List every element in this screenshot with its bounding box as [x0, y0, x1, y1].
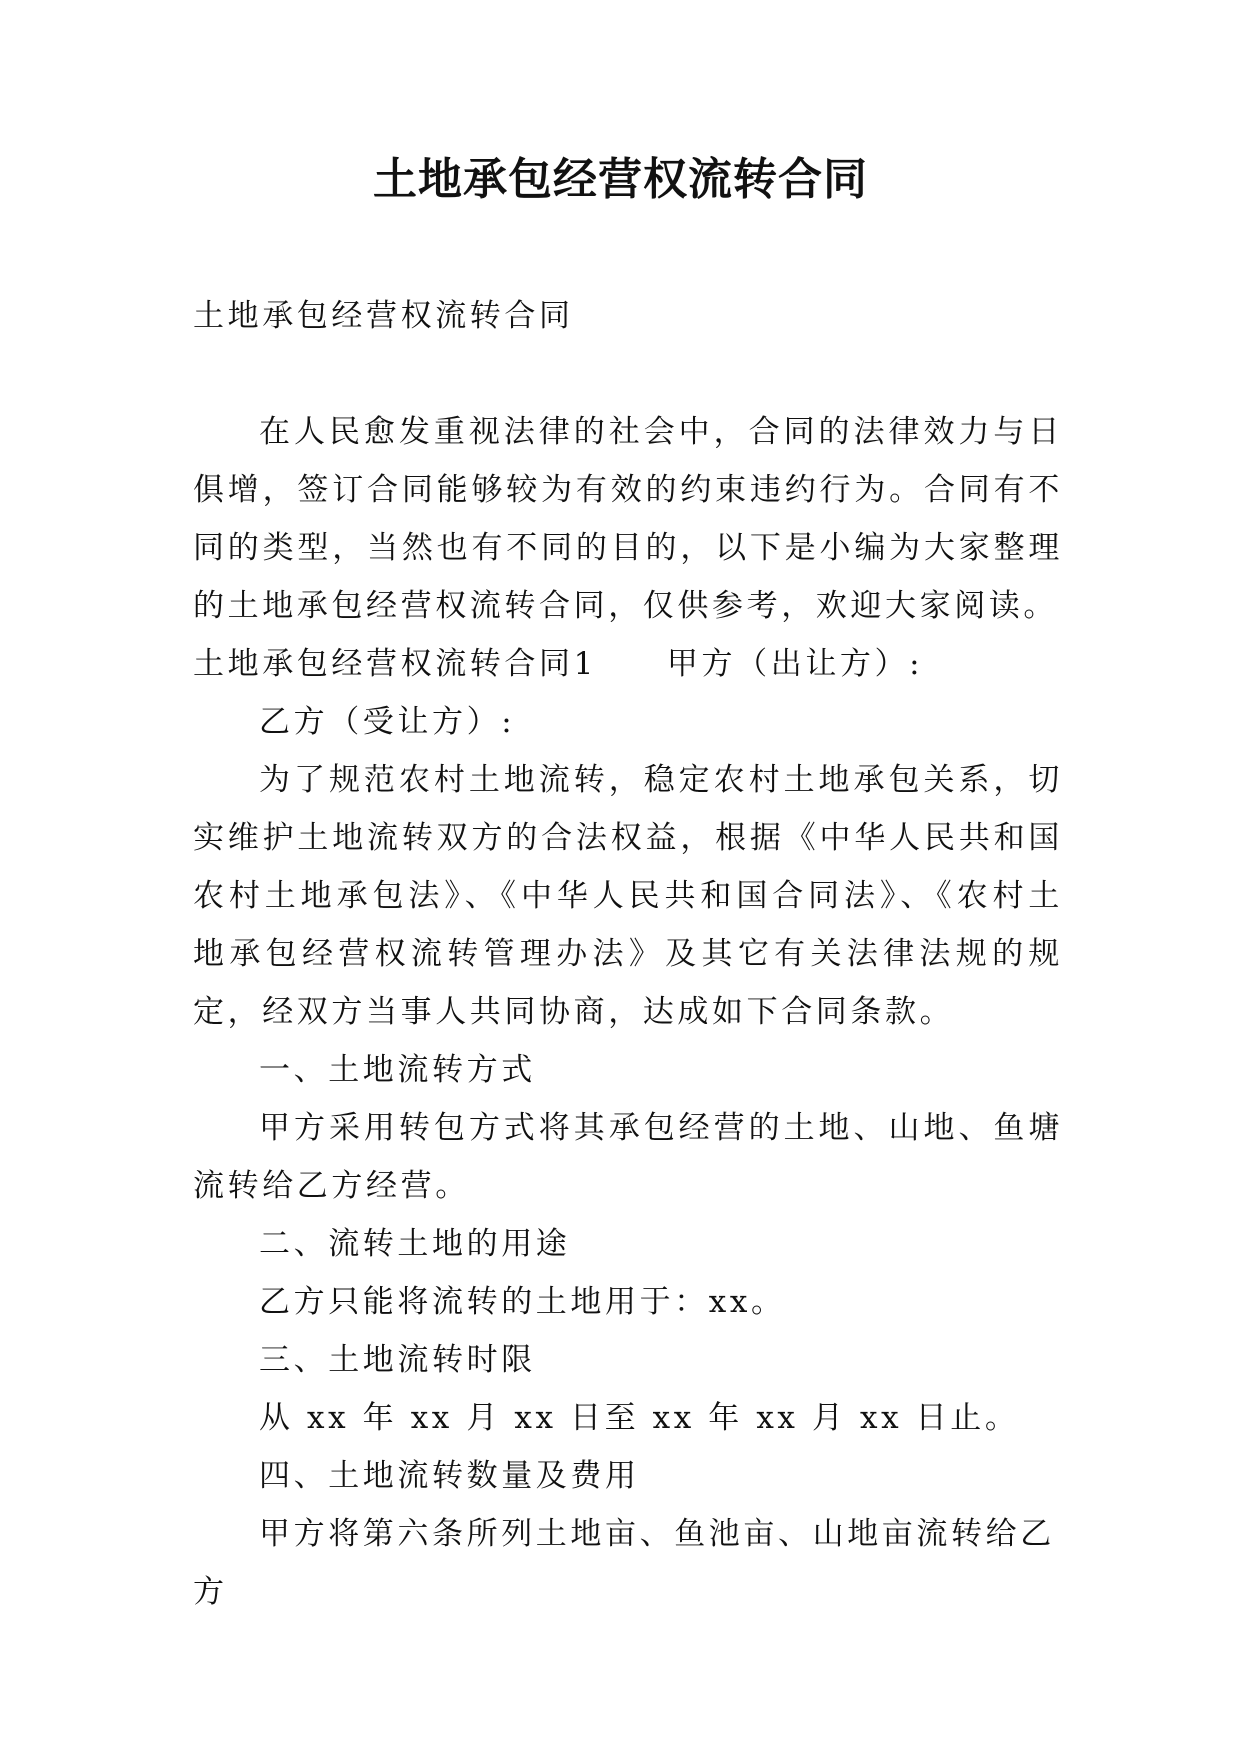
intro-paragraph: 在人民愈发重视法律的社会中，合同的法律效力与日俱增，签订合同能够较为有效的约束违约行为。合同有不同的类型，当然也有不同的目的，以下是小编为大家整理的土地承包经营权流转合同，仅供参考，欢迎大家阅读。 [193, 414, 1063, 624]
section-text: 从 xx 年 xx 月 xx 日至 xx 年 xx 月 xx 日止。 [259, 1400, 1020, 1436]
preamble-paragraph: 为了规范农村土地流转，稳定农村土地承包关系，切实维护土地流转双方的合法权益，根据《中华人民共和国农村土地承包法》、《中华人民共和国合同法》、《农村土地承包经营权流转管理办法》及其它有关法律法规的规定，经双方当事人共同协商，达成如下合同条款。 [193, 762, 1063, 1030]
section-heading: 四、土地流转数量及费用 [259, 1458, 640, 1494]
document-subtitle: 土地承包经营权流转合同 [193, 298, 574, 334]
section-heading: 一、土地流转方式 [259, 1052, 536, 1088]
section-text: 甲方采用转包方式将其承包经营的土地、山地、鱼塘流转给乙方经营。 [193, 1110, 1063, 1204]
section-text: 乙方只能将流转的土地用于：xx。 [259, 1284, 786, 1320]
contract-heading: 土地承包经营权流转合同1 [193, 646, 597, 682]
section-heading: 二、流转土地的用途 [259, 1226, 571, 1262]
section-text: 甲方将第六条所列土地亩、鱼池亩、山地亩流转给乙方 [193, 1516, 1055, 1610]
section-heading: 三、土地流转时限 [259, 1342, 536, 1378]
party-a-label: 甲方（出让方）: [666, 646, 924, 682]
contract-heading-line [193, 635, 1063, 693]
party-b-label: 乙方（受让方）: [259, 704, 516, 740]
document-body [193, 287, 1063, 1621]
document-title: 土地承包经营权流转合同 [373, 154, 868, 205]
